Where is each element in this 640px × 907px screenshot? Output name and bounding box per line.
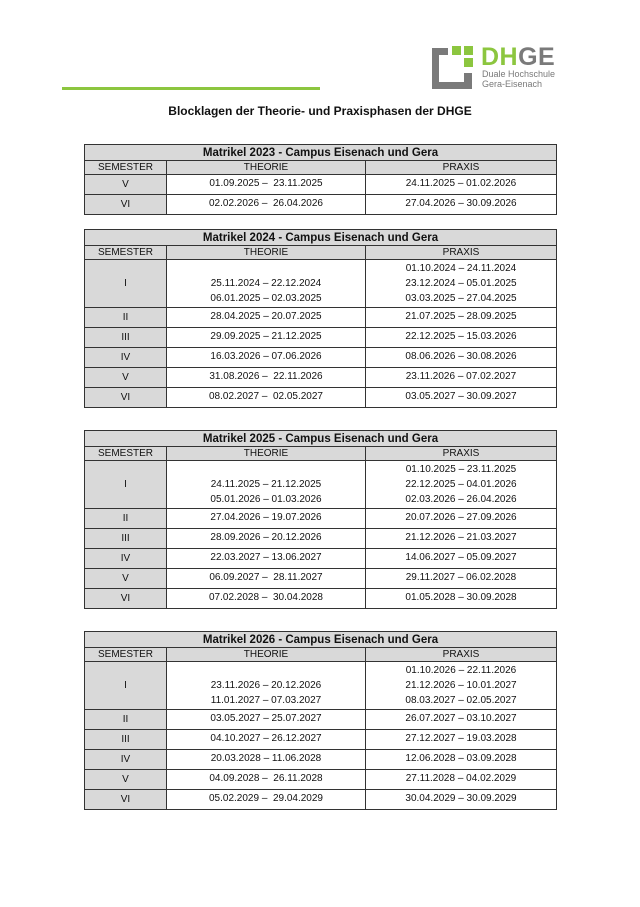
table-row xyxy=(85,750,557,770)
praxis-period: 24.11.2025 – 01.02.2026 xyxy=(405,178,517,189)
theorie-period: 06.09.2027 – 28.11.2027 xyxy=(209,572,323,583)
column-header-praxis: PRAXIS xyxy=(366,246,557,260)
theorie-period: 24.11.2025 – 21.12.2025 xyxy=(210,479,322,490)
praxis-cell xyxy=(366,388,557,408)
column-header-theorie: THEORIE xyxy=(167,246,366,260)
praxis-period: 29.11.2027 – 06.02.2028 xyxy=(405,572,517,583)
column-header-semester: SEMESTER xyxy=(85,648,167,662)
table-caption: Matrikel 2023 - Campus Eisenach und Gera xyxy=(85,145,557,161)
theorie-period: 20.03.2028 – 11.06.2028 xyxy=(210,753,322,764)
praxis-cell xyxy=(366,549,557,569)
schedule-table-matrikel-2025 xyxy=(84,430,557,609)
theorie-cell xyxy=(167,175,366,195)
theorie-period: 06.01.2025 – 02.03.2025 xyxy=(210,293,322,304)
table-row xyxy=(85,175,557,195)
table-row xyxy=(85,529,557,549)
header-rule xyxy=(62,87,320,90)
table-caption-row xyxy=(85,230,557,246)
praxis-cell xyxy=(366,710,557,730)
theorie-period: 04.10.2027 – 26.12.2027 xyxy=(210,733,322,744)
semester-cell: IV xyxy=(85,750,167,770)
table-caption-row xyxy=(85,632,557,648)
column-header-row xyxy=(85,246,557,260)
dhge-logo xyxy=(428,42,588,98)
theorie-cell xyxy=(167,790,366,810)
column-header-semester: SEMESTER xyxy=(85,246,167,260)
praxis-cell xyxy=(366,175,557,195)
praxis-cell xyxy=(366,348,557,368)
praxis-cell xyxy=(366,750,557,770)
praxis-cell xyxy=(366,662,557,710)
semester-cell: III xyxy=(85,328,167,348)
logo-wordmark xyxy=(481,42,555,72)
column-header-row xyxy=(85,161,557,175)
table-row xyxy=(85,569,557,589)
table-row xyxy=(85,662,557,710)
praxis-period: 21.07.2025 – 28.09.2025 xyxy=(405,311,517,322)
semester-cell: II xyxy=(85,308,167,328)
column-header-semester: SEMESTER xyxy=(85,161,167,175)
theorie-cell xyxy=(167,662,366,710)
praxis-period: 01.10.2025 – 23.11.2025 xyxy=(405,464,517,475)
column-header-theorie: THEORIE xyxy=(167,161,366,175)
theorie-cell xyxy=(167,569,366,589)
praxis-period: 08.06.2026 – 30.08.2026 xyxy=(405,351,517,362)
praxis-period: 26.07.2027 – 03.10.2027 xyxy=(405,713,517,724)
praxis-period: 14.06.2027 – 05.09.2027 xyxy=(405,552,517,563)
theorie-period: 23.11.2026 – 20.12.2026 xyxy=(210,680,322,691)
theorie-period: 16.03.2026 – 07.06.2026 xyxy=(210,351,322,362)
logo-subtitle xyxy=(482,69,592,89)
logo-subtitle-line1: Duale Hochschule xyxy=(482,69,556,79)
semester-cell: II xyxy=(85,710,167,730)
theorie-cell xyxy=(167,589,366,609)
praxis-period: 01.10.2024 – 24.11.2024 xyxy=(405,263,517,274)
column-header-semester: SEMESTER xyxy=(85,447,167,461)
theorie-cell xyxy=(167,388,366,408)
praxis-cell xyxy=(366,569,557,589)
semester-cell: VI xyxy=(85,790,167,810)
theorie-cell xyxy=(167,710,366,730)
schedule-table-matrikel-2023 xyxy=(84,144,557,215)
praxis-cell xyxy=(366,509,557,529)
theorie-period: 03.05.2027 – 25.07.2027 xyxy=(210,713,322,724)
semester-cell: I xyxy=(85,260,167,308)
semester-cell: V xyxy=(85,569,167,589)
theorie-period: 28.09.2026 – 20.12.2026 xyxy=(210,532,322,543)
table-row xyxy=(85,549,557,569)
theorie-cell xyxy=(167,195,366,215)
theorie-cell xyxy=(167,308,366,328)
column-header-praxis: PRAXIS xyxy=(366,161,557,175)
praxis-period: 08.03.2027 – 02.05.2027 xyxy=(405,695,517,706)
theorie-cell xyxy=(167,328,366,348)
semester-cell: II xyxy=(85,509,167,529)
table-row xyxy=(85,368,557,388)
praxis-period: 03.05.2027 – 30.09.2027 xyxy=(405,391,517,402)
semester-cell: VI xyxy=(85,195,167,215)
praxis-period: 12.06.2028 – 03.09.2028 xyxy=(405,753,517,764)
table-row xyxy=(85,328,557,348)
theorie-period: 01.09.2025 – 23.11.2025 xyxy=(209,178,323,189)
table-caption: Matrikel 2024 - Campus Eisenach und Gera xyxy=(85,230,557,246)
praxis-cell xyxy=(366,328,557,348)
table-row xyxy=(85,461,557,509)
table-row xyxy=(85,509,557,529)
logo-wordmark-rest: GE xyxy=(518,43,556,71)
table-row xyxy=(85,348,557,368)
semester-cell: I xyxy=(85,662,167,710)
column-header-row xyxy=(85,648,557,662)
theorie-period: 28.04.2025 – 20.07.2025 xyxy=(210,311,322,322)
praxis-cell xyxy=(366,308,557,328)
schedule-table-matrikel-2024 xyxy=(84,229,557,408)
praxis-cell xyxy=(366,529,557,549)
praxis-period: 21.12.2026 – 10.01.2027 xyxy=(405,680,517,691)
logo-subtitle-line2: Gera-Eisenach xyxy=(482,79,543,89)
theorie-period xyxy=(167,261,365,276)
semester-cell: III xyxy=(85,730,167,750)
theorie-period: 29.09.2025 – 21.12.2025 xyxy=(210,331,322,342)
semester-cell: V xyxy=(85,770,167,790)
table-row xyxy=(85,790,557,810)
schedule-table-matrikel-2026 xyxy=(84,631,557,810)
semester-cell: IV xyxy=(85,549,167,569)
table-row xyxy=(85,730,557,750)
theorie-period: 22.03.2027 – 13.06.2027 xyxy=(210,552,322,563)
praxis-period: 22.12.2025 – 04.01.2026 xyxy=(405,479,517,490)
praxis-cell xyxy=(366,770,557,790)
semester-cell: VI xyxy=(85,589,167,609)
theorie-cell xyxy=(167,348,366,368)
logo-wordmark-accent: DH xyxy=(481,43,519,71)
semester-cell: V xyxy=(85,175,167,195)
table-caption: Matrikel 2026 - Campus Eisenach und Gera xyxy=(85,632,557,648)
theorie-cell xyxy=(167,529,366,549)
theorie-cell xyxy=(167,368,366,388)
theorie-cell xyxy=(167,461,366,509)
column-header-praxis: PRAXIS xyxy=(366,648,557,662)
table-row xyxy=(85,770,557,790)
praxis-cell xyxy=(366,368,557,388)
dhge-logo-icon xyxy=(428,42,476,90)
document-title: Blocklagen der Theorie- und Praxisphasen der DHGE xyxy=(168,104,472,118)
theorie-period: 07.02.2028 – 30.04.2028 xyxy=(209,592,323,603)
theorie-cell xyxy=(167,730,366,750)
praxis-cell xyxy=(366,195,557,215)
table-row xyxy=(85,388,557,408)
praxis-cell xyxy=(366,260,557,308)
praxis-period: 27.12.2027 – 19.03.2028 xyxy=(405,733,517,744)
theorie-cell xyxy=(167,260,366,308)
theorie-period: 04.09.2028 – 26.11.2028 xyxy=(209,773,323,784)
praxis-period: 27.04.2026 – 30.09.2026 xyxy=(405,198,517,209)
theorie-period: 05.02.2029 – 29.04.2029 xyxy=(209,793,323,804)
praxis-cell xyxy=(366,589,557,609)
column-header-row xyxy=(85,447,557,461)
theorie-period: 27.04.2026 – 19.07.2026 xyxy=(210,512,322,523)
table-row xyxy=(85,710,557,730)
theorie-cell xyxy=(167,750,366,770)
praxis-period: 01.05.2028 – 30.09.2028 xyxy=(405,592,517,603)
theorie-cell xyxy=(167,509,366,529)
theorie-period: 08.02.2027 – 02.05.2027 xyxy=(209,391,323,402)
theorie-period xyxy=(167,462,365,477)
theorie-cell xyxy=(167,770,366,790)
table-caption: Matrikel 2025 - Campus Eisenach und Gera xyxy=(85,431,557,447)
praxis-period: 23.12.2024 – 05.01.2025 xyxy=(405,278,517,289)
column-header-praxis: PRAXIS xyxy=(366,447,557,461)
table-caption-row xyxy=(85,145,557,161)
praxis-period: 20.07.2026 – 27.09.2026 xyxy=(405,512,517,523)
table-row xyxy=(85,195,557,215)
theorie-cell xyxy=(167,549,366,569)
theorie-period: 31.08.2026 – 22.11.2026 xyxy=(209,371,323,382)
praxis-cell xyxy=(366,790,557,810)
semester-cell: I xyxy=(85,461,167,509)
theorie-period: 02.02.2026 – 26.04.2026 xyxy=(209,198,323,209)
praxis-period: 01.10.2026 – 22.11.2026 xyxy=(405,665,517,676)
semester-cell: IV xyxy=(85,348,167,368)
praxis-cell xyxy=(366,730,557,750)
column-header-theorie: THEORIE xyxy=(167,648,366,662)
praxis-period: 27.11.2028 – 04.02.2029 xyxy=(405,773,517,784)
table-row xyxy=(85,308,557,328)
praxis-period: 21.12.2026 – 21.03.2027 xyxy=(405,532,517,543)
semester-cell: VI xyxy=(85,388,167,408)
praxis-cell xyxy=(366,461,557,509)
theorie-period: 25.11.2024 – 22.12.2024 xyxy=(210,278,322,289)
theorie-period xyxy=(167,663,365,678)
table-row xyxy=(85,260,557,308)
theorie-period: 05.01.2026 – 01.03.2026 xyxy=(210,494,322,505)
praxis-period: 03.03.2025 – 27.04.2025 xyxy=(405,293,517,304)
semester-cell: V xyxy=(85,368,167,388)
praxis-period: 02.03.2026 – 26.04.2026 xyxy=(405,494,517,505)
table-caption-row xyxy=(85,431,557,447)
praxis-period: 30.04.2029 – 30.09.2029 xyxy=(405,793,517,804)
semester-cell: III xyxy=(85,529,167,549)
praxis-period: 22.12.2025 – 15.03.2026 xyxy=(405,331,517,342)
theorie-period: 11.01.2027 – 07.03.2027 xyxy=(210,695,322,706)
column-header-theorie: THEORIE xyxy=(167,447,366,461)
praxis-period: 23.11.2026 – 07.02.2027 xyxy=(405,371,517,382)
table-row xyxy=(85,589,557,609)
